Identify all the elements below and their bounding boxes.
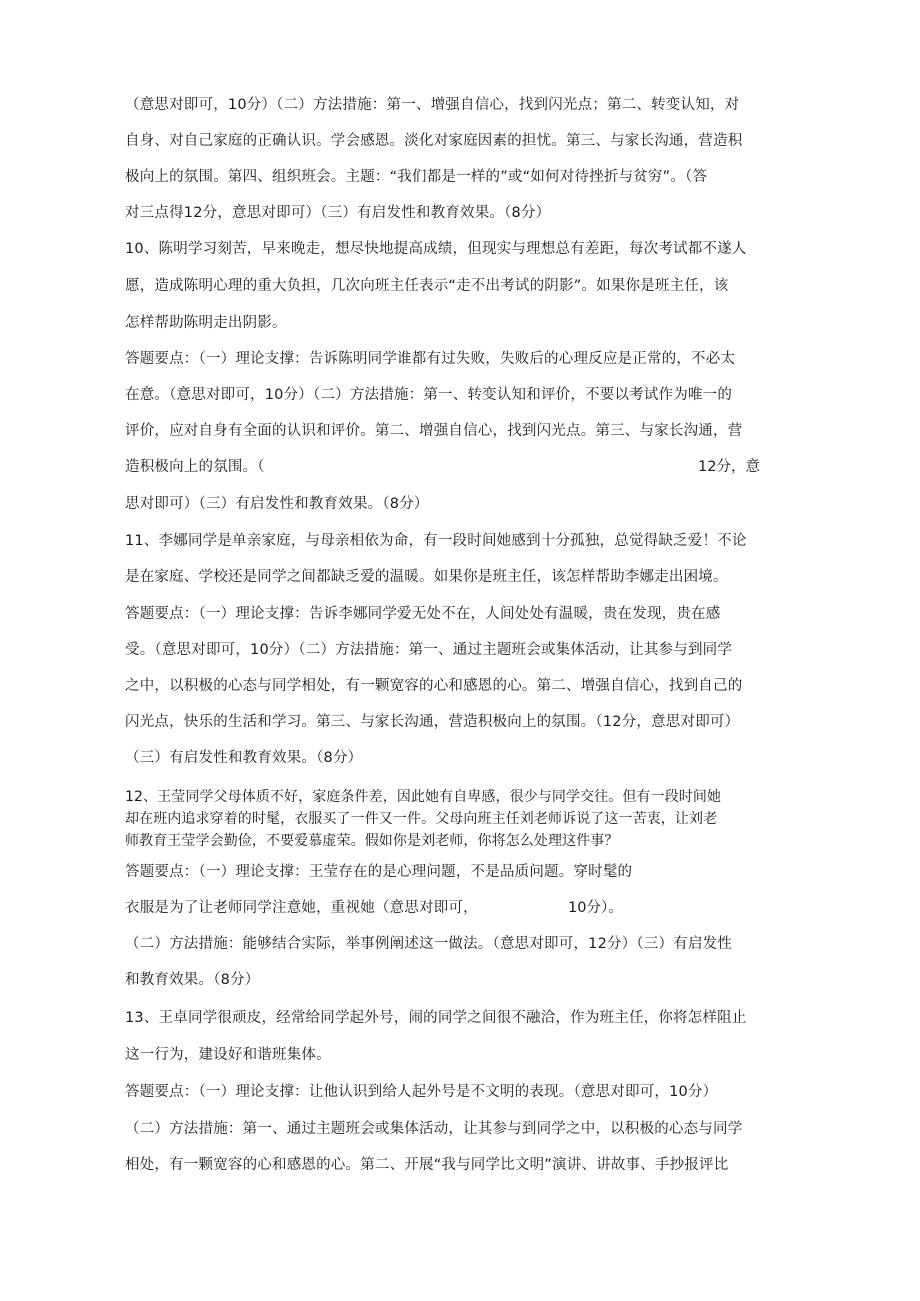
text-line: 自身、对自己家庭的正确认识。学会感恩。淡化对家庭因素的担忧。第三、与家长沟通，营造积 [125,133,743,149]
answer-line: 答题要点：（一）理论支撑：告诉陈明同学谁都有过失败，失败后的心理反应是正常的，不必太 [125,351,736,367]
answer-line: 答题要点：（一）理论支撑：告诉李娜同学爱无处不在，人间处处有温暖，贵在发现，贵在感 [125,606,721,622]
text-line: 这一行为，建设好和谐班集体。 [125,1047,331,1063]
question-10-line: 10、陈明学习刻苦，早来晚走，想尽快地提高成绩，但现实与理想总有差距，每次考试都不遂人 [125,241,747,257]
text-line: 和教育效果。（8分） [125,972,260,988]
text-line: （二）方法措施：能够结合实际，举事例阐述这一做法。（意思对即可，12分）（三）有启发性 [125,936,733,952]
text-line: 却在班内追求穿着的时髦，衣服买了一件又一件。父母向班主任刘老师诉说了这一苦衷，让刘老 [125,811,718,827]
text-line: 相处，有一颗宽容的心和感恩的心。第二、开展“我与同学比文明”演讲、讲故事、手抄报评比 [125,1157,729,1173]
answer-line: 答题要点：（一）理论支撑：让他认识到给人起外号是不文明的表现。（意思对即可，10分） [125,1084,718,1100]
answer-line: 答题要点：（一）理论支撑：王莹存在的是心理问题，不是品质问题。穿时髦的 [125,864,633,880]
text-line: 师教育王莹学会勤俭，不要爱慕虚荣。假如你是刘老师，你将怎么处理这件事？ [125,833,619,849]
question-12-line: 12、王莹同学父母体质不好，家庭条件差，因此她有自卑感，很少与同学交往。但有一段时间她 [125,789,722,805]
text-fragment: 10分）。 [568,900,623,916]
text-line: （二）方法措施：第一、通过主题班会或集体活动，让其参与到同学之中，以积极的心态与同学 [125,1121,743,1137]
text-line: 造积极向上的氛围。（ [125,459,265,475]
question-11-line: 11、李娜同学是单亲家庭，与母亲相依为命，有一段时间她感到十分孤独，总觉得缺乏爱！不论 [125,533,747,549]
text-line: 之中，以积极的心态与同学相处，有一颗宽容的心和感恩的心。第二、增强自信心，找到自己的 [125,678,743,694]
text-line: 对三点得12分，意思对即可）（三）有启发性和教育效果。（8分） [125,205,551,221]
text-line: 是在家庭、学校还是同学之间都缺乏爱的温暖。如果你是班主任，该怎样帮助李娜走出困境。 [125,569,728,585]
text-line: 衣服是为了让老师同学注意她，重视她（意思对即可， [125,900,478,916]
text-line: 受。（意思对即可，10分）（二）方法措施：第一、通过主题班会或集体活动，让其参与到同学 [125,642,733,658]
text-line: 怎样帮助陈明走出阴影。 [125,315,287,331]
text-line: 极向上的氛围。第四、组织班会。主题：“我们都是一样的”或“如何对待挫折与贫穷”。（答 [125,169,708,185]
text-line: 闪光点，快乐的生活和学习。第三、与家长沟通，营造积极向上的氛围。（12分，意思对即可） [125,714,740,730]
text-line: 思对即可）（三）有启发性和教育效果。（8分） [125,496,429,512]
question-13-line: 13、王卓同学很顽皮，经常给同学起外号，闹的同学之间很不融洽，作为班主任，你将怎样阻止 [125,1010,747,1026]
text-line: （意思对即可，10分）（二）方法措施：第一、增强自信心，找到闪光点；第二、转变认知，对 [125,97,740,113]
text-line: 在意。（意思对即可，10分）（二）方法措施：第一、转变认知和评价，不要以考试作为唯一的 [125,387,733,403]
text-line: 评价，应对自身有全面的认识和评价。第二、增强自信心，找到闪光点。第三、与家长沟通，营 [125,423,743,439]
text-line: （三）有启发性和教育效果。（8分） [125,750,363,766]
text-line: 愿，造成陈明心理的重大负担，几次向班主任表示“走不出考试的阴影”。如果你是班主任，该 [125,278,729,294]
text-fragment: 12分，意 [698,459,760,475]
